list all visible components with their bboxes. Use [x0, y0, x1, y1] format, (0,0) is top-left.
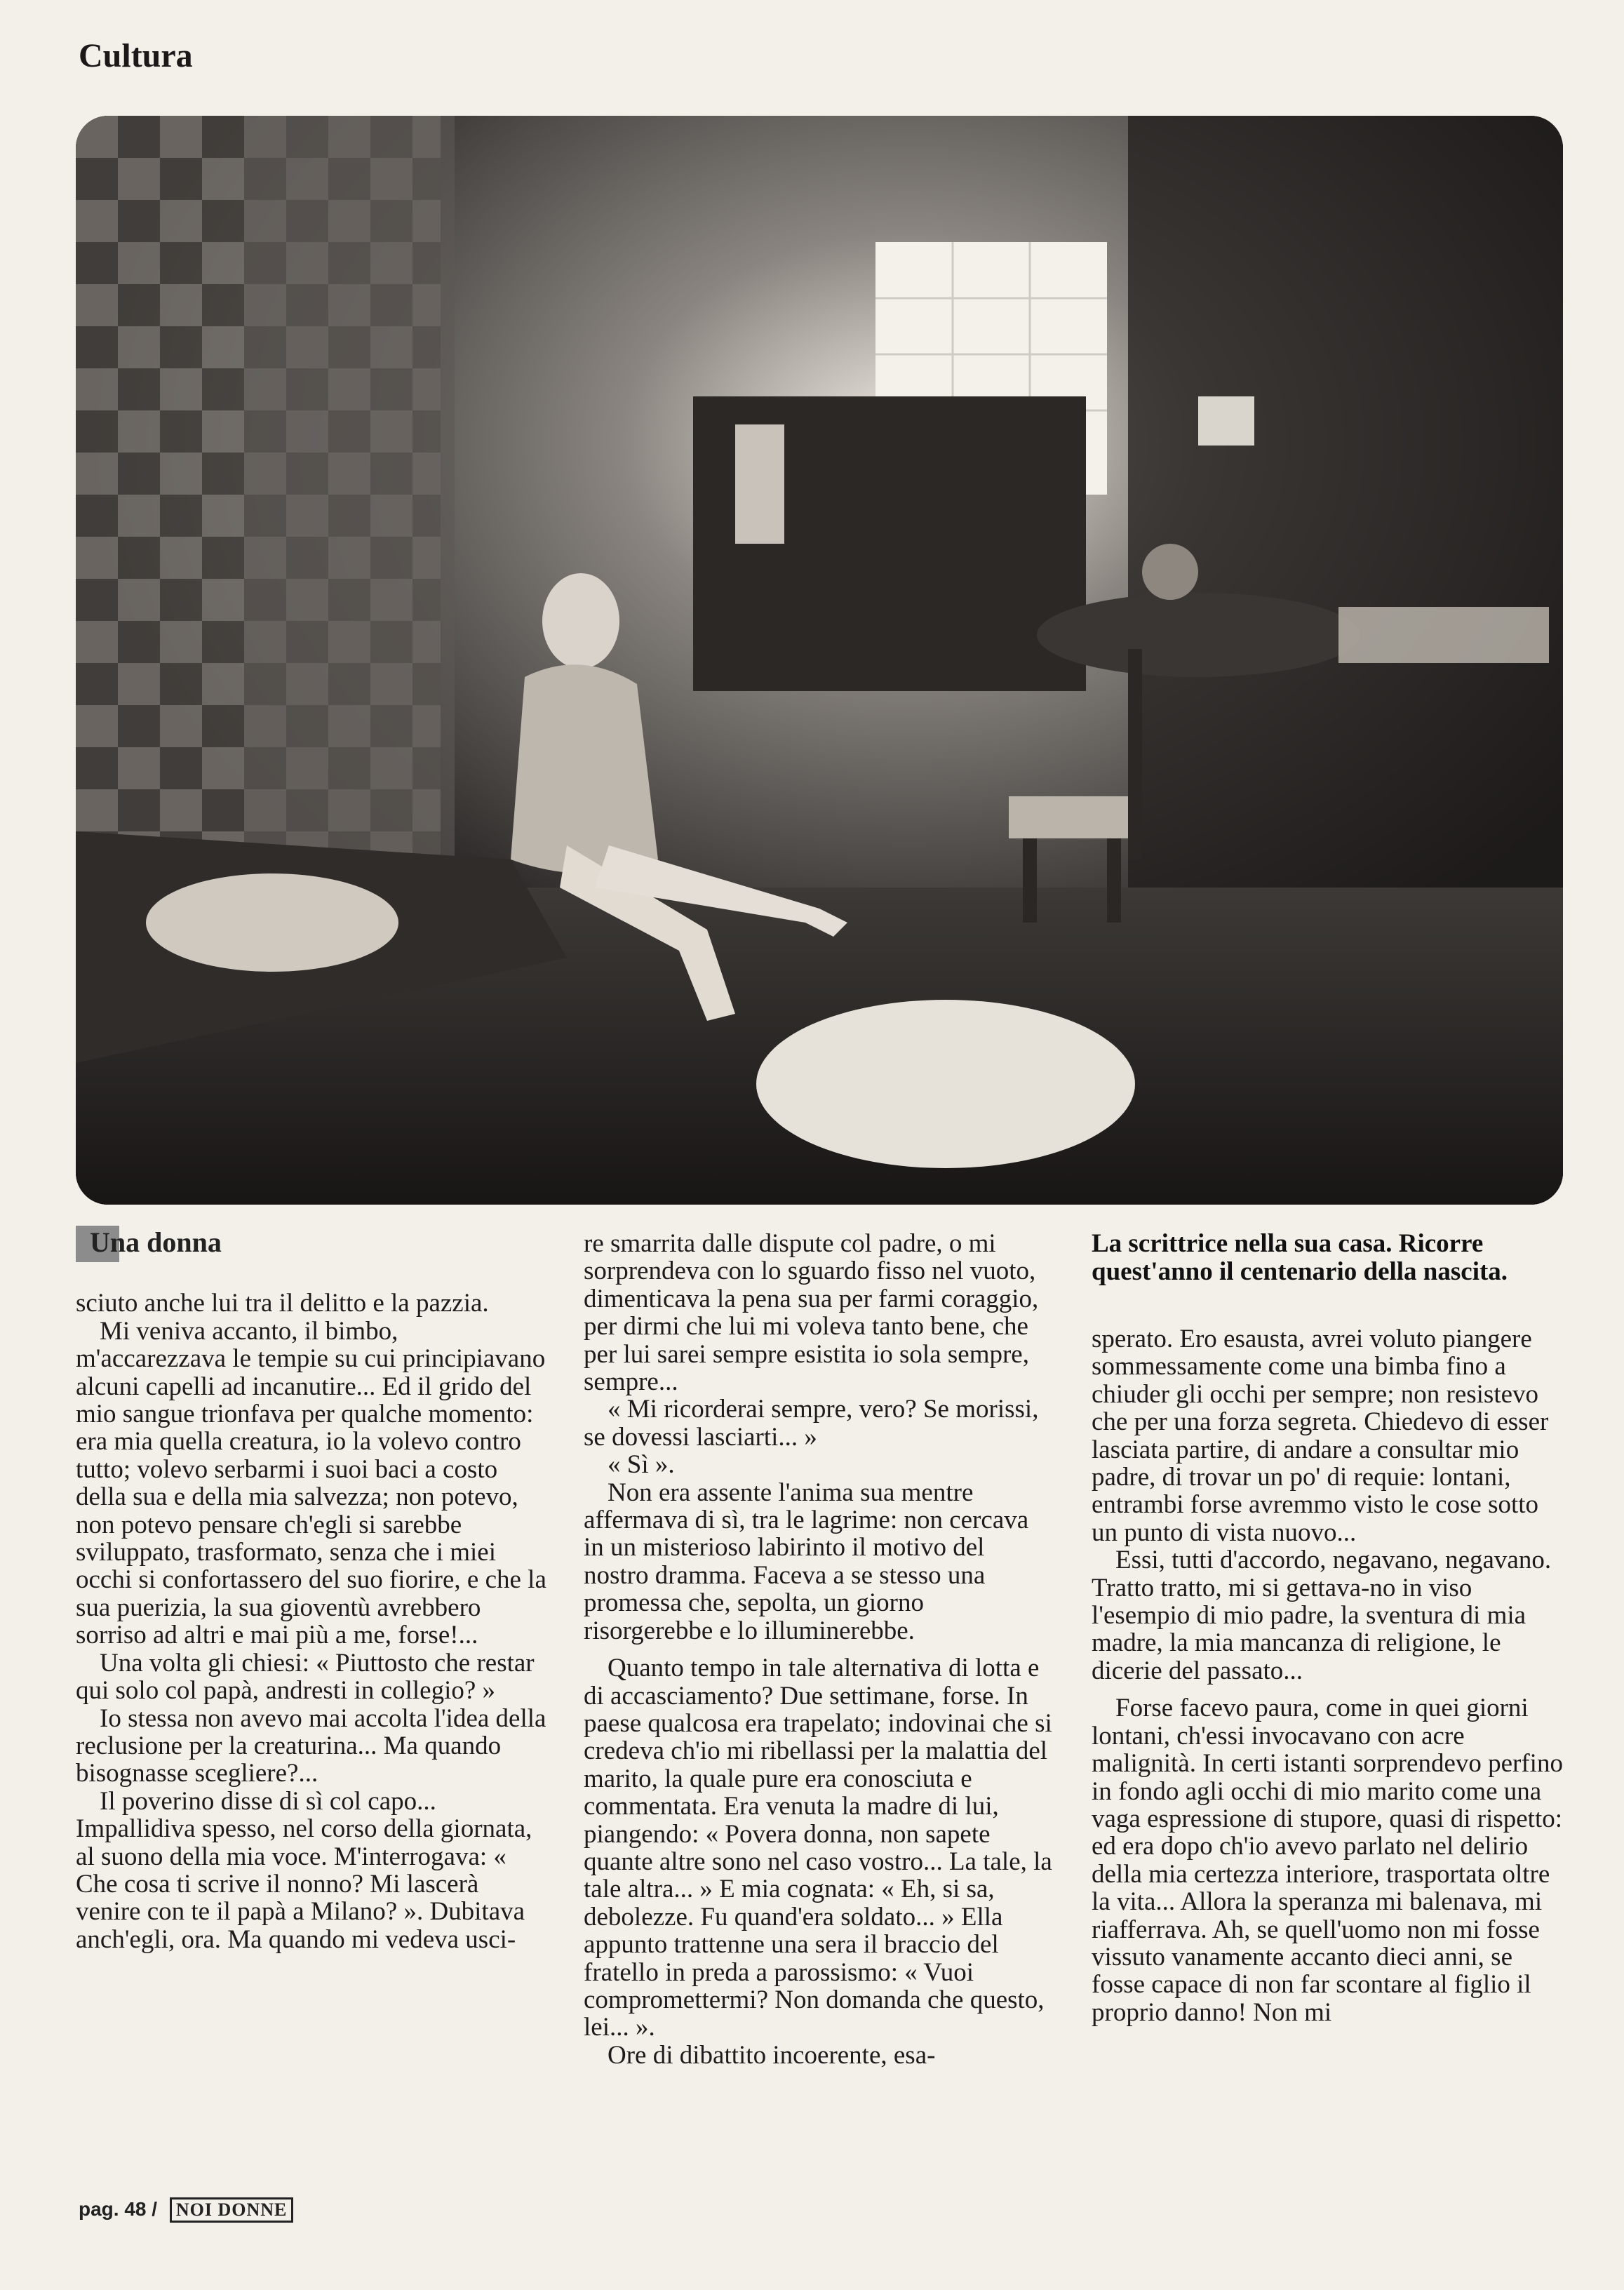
paragraph: Una volta gli chiesi: « Piuttosto che restar qui solo col papà, andresti in collegio? » — [76, 1648, 535, 1706]
magazine-logo: NOI DONNE — [170, 2197, 294, 2223]
photo-caption: La scrittrice nella sua casa. Ricorre quest'anno il centenario della nascita. — [1092, 1229, 1508, 1286]
article-kicker: Una donna — [76, 1228, 222, 1256]
paragraph: sperato. Ero esausta, avrei voluto piangere sommessamente come una bimba fino a chiuder gli occhi per sempre; non resistevo che per una forza segreta. Chiedevo di esser lasciata partire, di andare a consultar mio padre, di trovar un po' di requie: lontani, entrambi forse avremmo visto le cose sotto un punto di vista nuovo... — [1092, 1325, 1549, 1547]
paragraph: Essi, tutti d'accordo, negavano, negavano. Tratto tratto, mi si gettava-no in viso l'esempio di mio padre, la sventura di mia madre, la mia mancanza di religione, le dicerie del passato... — [1092, 1546, 1552, 1685]
interior-photograph — [76, 116, 1563, 1205]
paragraph: Quanto tempo in tale alternativa di lotta e di accasciamento? Due settimane, forse. In paese qualcosa era trapelato; indovinai che si credeva ch'io mi ribellassi per la malattia del marito, la quale pure era conosciuta e commentata. Era venuta la madre di lui, piangendo: « Povera donna, non sapete quante altre sono nel caso vostro... La tale, la tale altra... » E mia cognata: « Eh, si sa, debolezze. Fu quand'era soldato... » Ella appunto trattenne una sera il braccio del fratello in preda a parossismo: « Vuoi compromettermi? Non domanda che questo, lei... ». — [584, 1654, 1052, 2042]
page-footer — [79, 2197, 293, 2223]
paragraph: Il poverino disse di sì col capo... Impallidiva spesso, nel corso della giornata, al suono della mia voce. M'interrogava: « Che cosa ti scrive il nonno? Mi lascerà venire con te il papà a Milano? ». Dubitava anch'egli, ora. Ma quando mi vedeva usci- — [76, 1786, 532, 1954]
text-column-2 — [584, 1230, 1055, 2069]
paragraph: Mi veniva accanto, il bimbo, m'accarezzava le tempie su cui principiavano alcuni capelli ad incanutire... Ed il grido del mio sangue trionfava per qualche momento: era mia quella creatura, io la volevo contro tutto; volevo serbarmi i suoi baci a costo della sua e della mia salvezza; non potevo, non potevo pensare ch'egli si sarebbe sviluppato, trasformato, senza che i miei occhi si confortassero del suo fiorire, e che la sua puerizia, la sua gioventù avrebbero sorriso ad altri e mai più a me, forse!... — [76, 1316, 546, 1650]
paragraph: Non era assente l'anima sua mentre affermava di sì, tra le lagrime: non cercava in un misterioso labirinto il motivo del nostro dramma. Faceva a se stesso una promessa che, sepolta, un giorno risorgerebbe e lo illuminerebbe. — [584, 1478, 1029, 1645]
section-label: Cultura — [79, 37, 193, 74]
page-number: pag. 48 — [79, 2198, 147, 2220]
text-column-1 — [76, 1226, 547, 1954]
paragraph: Io stessa non avevo mai accolta l'idea della reclusione per la creaturina... Ma quando bisognasse scegliere?... — [76, 1703, 546, 1788]
paragraph: re smarrita dalle dispute col padre, o mi sorprendeva con lo sguardo fisso nel vuoto, dimenticava la pena sua per farmi coraggio, per dirmi che lui mi voleva tanto bene, che per lui sarei sempre esistita io sola sempre, sempre... — [584, 1229, 1039, 1397]
photo-illustration — [76, 116, 1563, 1205]
paragraph: Forse facevo paura, come in quei giorni lontani, ch'essi invocavano con acre malignità. In certi istanti sorprendevo perfino in fondo agli occhi di mio marito come una vaga espressione di stupore, quasi di rispetto: ed era dopo ch'io avevo parlato nel delirio della mia certezza interiore, trasportata oltre la vita... Allora la speranza mi balenava, mi riafferrava. Ah, se quell'uomo non mi fosse vissuto vanamente accanto dieci anni, se fosse capace di non far scontare al figlio il proprio danno! Non mi — [1092, 1694, 1563, 2027]
paragraph: Ore di dibattito incoerente, esa- — [608, 2040, 936, 2070]
paragraph: « Mi ricorderai sempre, vero? Se morissi, se dovessi lasciarti... » — [584, 1395, 1039, 1452]
paragraph: sciuto anche lui tra il delitto e la pazzia. — [76, 1289, 489, 1318]
paragraph: « Sì ». — [608, 1450, 675, 1480]
footer-separator: / — [152, 2198, 158, 2220]
text-column-3 — [1092, 1230, 1563, 2026]
